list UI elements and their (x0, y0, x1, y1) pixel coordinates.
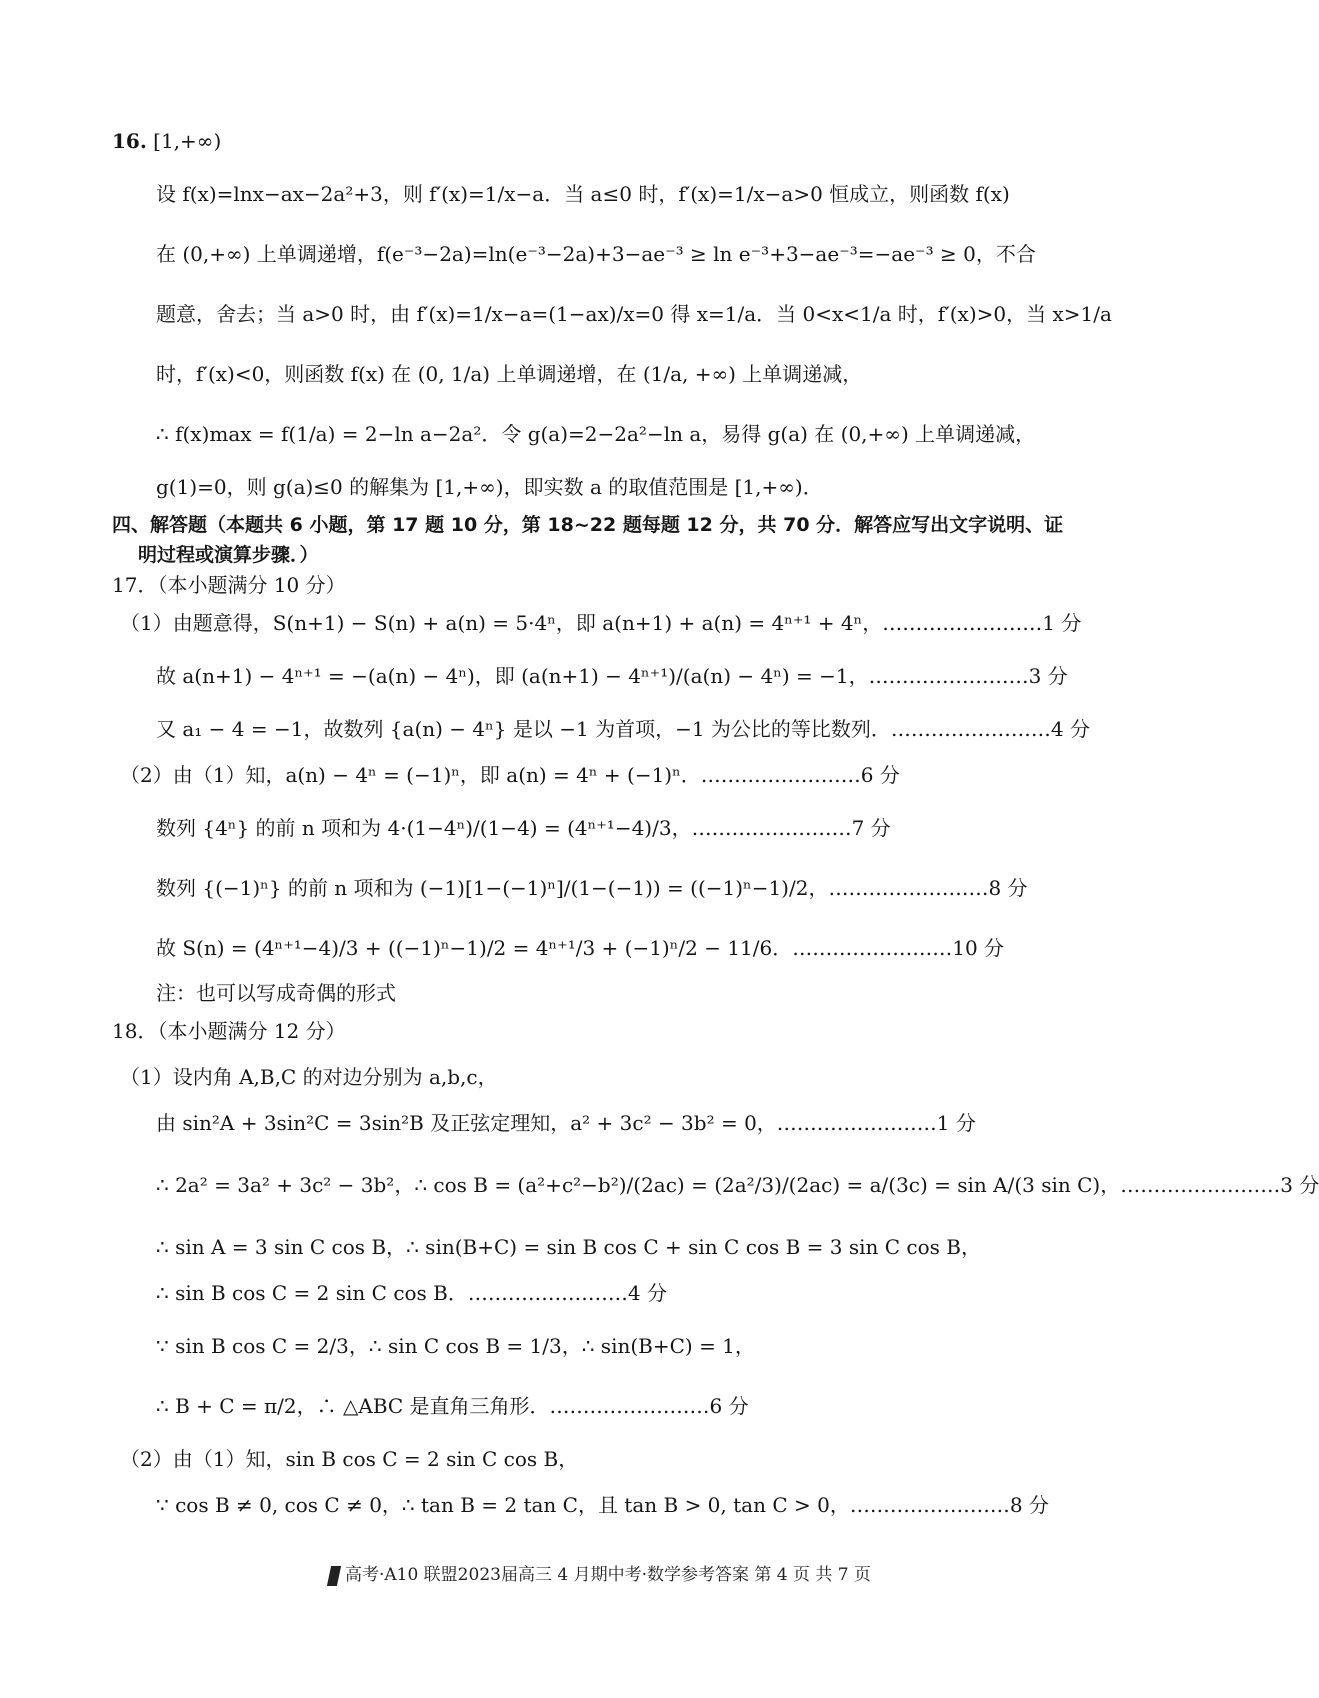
q16-line-3: 题意，舍去；当 a>0 时，由 f′(x)=1/x−a=(1−ax)/x=0 得 x=1/a．当 0<x<1/a 时，f′(x)>0，当 x>1/a (156, 302, 1112, 326)
q18-line-5: ∴ sin B cos C = 2 sin C cos B．……………………4 分 (156, 1281, 667, 1305)
footer-text: 高考·A10 联盟2023届高三 4 月期中考·数学参考答案 第 4 页 共 7 页 (344, 1565, 872, 1585)
section4-title-line2: 明过程或演算步骤．） (138, 544, 319, 566)
q17-line-6: 数列 {(−1)ⁿ} 的前 n 项和为 (−1)[1−(−1)ⁿ]/(1−(−1)) = ((−1)ⁿ−1)/2，……………………8 分 (156, 876, 1028, 900)
q18-header: 18．（本小题满分 12 分） (112, 1019, 346, 1043)
brand-logo-icon (327, 1566, 341, 1586)
q17-line-1: （1）由题意得，S(n+1) − S(n) + a(n) = 5·4ⁿ，即 a(n+1) + a(n) = 4ⁿ⁺¹ + 4ⁿ，……………………1 分 (120, 611, 1082, 635)
q16-line-1: 设 f(x)=lnx−ax−2a²+3，则 f′(x)=1/x−a．当 a≤0 时，f′(x)=1/x−a>0 恒成立，则函数 f(x) (156, 182, 1010, 206)
q17-line-5: 数列 {4ⁿ} 的前 n 项和为 4·(1−4ⁿ)/(1−4) = (4ⁿ⁺¹−4)/3，……………………7 分 (156, 816, 891, 840)
q16-line-2: 在 (0,+∞) 上单调递增，f(e⁻³−2a)=ln(e⁻³−2a)+3−ae⁻³ ≥ ln e⁻³+3−ae⁻³=−ae⁻³ ≥ 0，不合 (156, 242, 1036, 266)
q17-note: 注：也可以写成奇偶的形式 (156, 981, 396, 1005)
q18-line-7: ∴ B + C = π/2，∴ △ABC 是直角三角形．……………………6 分 (156, 1394, 749, 1418)
q18-line-2: 由 sin²A + 3sin²C = 3sin²B 及正弦定理知，a² + 3c² − 3b² = 0，……………………1 分 (156, 1111, 976, 1135)
q18-line-4: ∴ sin A = 3 sin C cos B，∴ sin(B+C) = sin B cos C + sin C cos B = 3 sin C cos B， (156, 1235, 981, 1259)
q17-line-7: 故 S(n) = (4ⁿ⁺¹−4)/3 + ((−1)ⁿ−1)/2 = 4ⁿ⁺¹/3 + (−1)ⁿ/2 − 11/6．……………………10 分 (156, 936, 1005, 960)
section4-title-line1: 四、解答题（本题共 6 小题，第 17 题 10 分，第 18~22 题每题 12 分，共 70 分．解答应写出文字说明、证 (112, 514, 1064, 536)
q16-heading (112, 118, 1090, 164)
q18-line-8: （2）由（1）知，sin B cos C = 2 sin C cos B， (120, 1447, 579, 1471)
q18-line-6: ∵ sin B cos C = 2/3，∴ sin C cos B = 1/3，∴ sin(B+C) = 1， (156, 1334, 755, 1358)
q18-line-3: ∴ 2a² = 3a² + 3c² − 3b²，∴ cos B = (a²+c²−b²)/(2ac) = (2a²/3)/(2ac) = a/(3c) = sin A/(3 sin C)，……………………3 分 (156, 1173, 1319, 1197)
q17-line-4: （2）由（1）知，a(n) − 4ⁿ = (−1)ⁿ，即 a(n) = 4ⁿ + (−1)ⁿ．……………………6 分 (120, 763, 900, 787)
q16-line-6: g(1)=0，则 g(a)≤0 的解集为 [1,+∞)，即实数 a 的取值范围是 [1,+∞)． (156, 475, 823, 499)
q17-line-2: 故 a(n+1) − 4ⁿ⁺¹ = −(a(n) − 4ⁿ)，即 (a(n+1) − 4ⁿ⁺¹)/(a(n) − 4ⁿ) = −1，……………………3 分 (156, 664, 1068, 688)
page-footer (0, 1560, 1200, 1586)
q16-number: 16. (112, 129, 147, 153)
q18-line-9: ∵ cos B ≠ 0, cos C ≠ 0，∴ tan B = 2 tan C，且 tan B > 0, tan C > 0，……………………8 分 (156, 1493, 1049, 1517)
q17-line-3: 又 a₁ − 4 = −1，故数列 {a(n) − 4ⁿ} 是以 −1 为首项，−1 为公比的等比数列．……………………4 分 (156, 717, 1090, 741)
q17-header: 17．（本小题满分 10 分） (112, 573, 346, 597)
q16-answer: [1,+∞) (153, 129, 222, 153)
q18-line-1: （1）设内角 A,B,C 的对边分别为 a,b,c， (120, 1065, 498, 1089)
q16-line-5: ∴ f(x)max = f(1/a) = 2−ln a−2a²．令 g(a)=2−2a²−ln a，易得 g(a) 在 (0,+∞) 上单调递减， (156, 422, 1036, 446)
q16-line-4: 时，f′(x)<0，则函数 f(x) 在 (0, 1/a) 上单调递增，在 (1/a, +∞) 上单调递减， (156, 362, 863, 386)
